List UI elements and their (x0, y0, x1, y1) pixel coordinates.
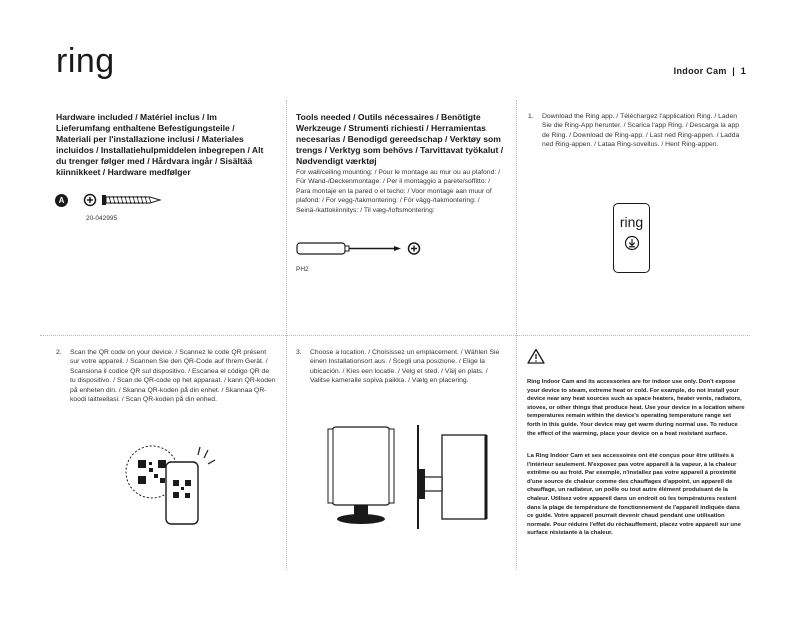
camera-side-illustration (414, 425, 494, 530)
tools-heading: Tools needed / Outils nécessaires / Benötigte Werkzeuge / Strumenti richiesti / Herramientas necesarias / Benodigd gereedschap / Verktøy som trengs / Verktyg som behövs / Tarvittavat työkalut / Nødvendigt værktøj (296, 112, 504, 166)
screw-icon (84, 192, 164, 210)
step-1-number: 1. (528, 113, 534, 120)
step-3 (296, 348, 508, 418)
qr-scan-illustration (120, 442, 220, 532)
step-1 (528, 112, 750, 172)
step-3-number: 3. (296, 349, 302, 356)
download-icon (624, 235, 640, 251)
step-2 (56, 348, 278, 418)
step-2-number: 2. (56, 349, 62, 356)
step-3-text: Choose a location. / Choisissez un emplacement. / Wählen Sie einen Installationsort aus. / Scegli una posizione. / Elige la ubicación. / Kies een locatie. / Velg et sted. / Välj en plats. / Valitse kameralle sopiva paikka. / Vælg en placering. (310, 349, 500, 385)
warning-text-english: Ring Indoor Cam and its accessories are for indoor use only. Don't expose your device to steam, extreme heat or cold. For example, do not install your device near any heat sources such as space heaters, heater vents, radiators, stoves, or other things that produce heat. Use your device in a location where temperatures remain within the device's operating temperature range set forth in this guide. Your device may get warm during normal use. To reduce the effect of the warming, place your device on a heat resistant surface. (527, 379, 745, 437)
camera-front-illustration (326, 425, 396, 530)
hardware-badge (55, 194, 68, 207)
hardware-badge-label: A (58, 196, 65, 205)
step-1-text: Download the Ring app. / Téléchargez l'application Ring. / Laden Sie die Ring-App herunter. / Scarica l'app Ring. / Descarga la app de Ring. / Download de Ring-app. / Last ned Ring-appen. / Ladda ned Ring-appen. / Lataa Ring-sovellus. / Hent Ring-appen. (542, 113, 740, 149)
hardware-heading: Hardware included / Matériel inclus / Im Lieferumfang enthaltene Befestigungsteile / Materiali per l'installazione inclusi / Materiales incluidos / Installatiehulpmiddelen inbegrepen / Alt du trenger følger med / Hårdvara ingår / Sisältää kiinnikkeet / Hardware medfølger (56, 112, 264, 177)
mounting-text: For wall/ceiling mounting: / Pour le montage au mur ou au plafond: / Für Wand-/Deckenmontage: / Per il montaggio a parete/soffitto: / Para montaje en la pared o el techo: / Voor montage aan muur of plafond: / For vegg-/takmontering: / För vägg-/takmontering: / Seinä-/kattokiinnitys: / Til væg-/loftsmontering: (296, 169, 501, 214)
ring-app-icon (613, 203, 650, 273)
ring-app-icon-label: ring (619, 214, 644, 230)
warning-icon (527, 348, 545, 364)
page-label: Indoor Cam | 1 (673, 66, 746, 76)
screwdriver-label: PH2 (296, 266, 309, 273)
warning-text-french: La Ring Indoor Cam et ses accessoires ont été conçus pour être utilisés à l'intérieur seulement. N'exposez pas votre appareil à la vapeur, à la chaleur extrême ou au froid. Par exemple, n'installez pas votre appareil à proximité d'une source de chaleur comme des chauffages d'appoint, un appareil de chauffage, un radiateur, un poêle ou tout autre élément produisant de la chaleur. Utilisez votre appareil dans un endroit où les températures restent dans la plage de température de fonctionnement de l'appareil indiquée dans ce guide. Votre appareil pourrait devenir chaud pendant une utilisation normale. Pour réduire l'effet du réchauffement, placez votre appareil sur une surface résistante à la chaleur. (527, 453, 741, 537)
step-2-text: Scan the QR code on your device. / Scannez le code QR présent sur votre appareil. / Scannen Sie den QR-Code auf Ihrem Gerät. / Scansiona il codice QR sul dispositivo. / Escanea el código QR de tu dispositivo. / Scan de QR-code op het apparaat. / kann QR-koden på enheten din. / Skanna QR-koden på din enhet. / Skannaa QR-koodi laitteellasi. / Scan QR-koden på din enhed. (70, 349, 276, 404)
ring-logo: ring (56, 42, 115, 80)
part-number: 20-042995 (86, 215, 118, 222)
row-divider (40, 335, 750, 336)
screwdriver-icon (296, 240, 426, 260)
